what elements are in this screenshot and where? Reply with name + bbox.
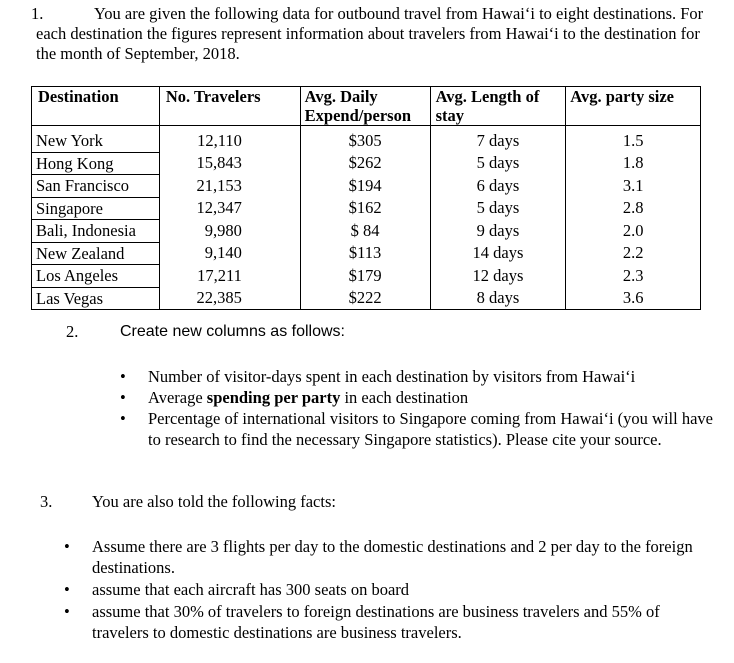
- table-row: [32, 152, 701, 175]
- table-row: [32, 242, 701, 265]
- bullet-icon: •: [120, 388, 126, 407]
- section-2-text: Create new columns as follows:: [120, 323, 345, 340]
- cell-travelers: [159, 152, 300, 175]
- header-length-line2: stay: [435, 106, 464, 125]
- table-row: [32, 126, 701, 153]
- cell-avg-length-of-stay: 14 days: [430, 242, 566, 265]
- cell-avg-party-size: 2.0: [566, 220, 701, 243]
- bullet-text: assume that each aircraft has 300 seats on board: [92, 580, 410, 599]
- table-row: [32, 287, 701, 310]
- bullet-text: Percentage of international visitors to Singapore coming from Hawaiʻi (you will have to research to find the necessary Singapore statistics). Please cite your source.: [148, 409, 713, 449]
- cell-avg-party-size: 1.8: [566, 152, 701, 175]
- bullet-text-pre: Average: [148, 388, 207, 407]
- travel-data-table: [31, 86, 701, 310]
- list-item: [118, 408, 718, 450]
- cell-avg-length-of-stay: 12 days: [430, 265, 566, 288]
- header-avg-length-of-stay: [430, 87, 566, 126]
- header-avg-party-size: Avg. party size: [566, 87, 701, 126]
- cell-travelers: [159, 242, 300, 265]
- cell-avg-party-size: 3.6: [566, 287, 701, 310]
- section-1-number: 1.: [31, 4, 44, 23]
- cell-destination: San Francisco: [32, 175, 160, 198]
- section-3-text: You are also told the following facts:: [92, 492, 336, 511]
- cell-avg-daily-expend: $194: [300, 175, 430, 198]
- cell-avg-daily-expend: $162: [300, 197, 430, 220]
- cell-travelers: [159, 197, 300, 220]
- cell-travelers: [159, 175, 300, 198]
- section-1-text: You are given the following data for outbound travel from Hawaiʻi to eight destinations. For each destination the figures represent information about travelers from Hawaiʻi to the destination for the month of September, 2018.: [36, 4, 704, 63]
- list-item: [118, 366, 718, 387]
- cell-travelers: [159, 220, 300, 243]
- list-item: [118, 387, 718, 408]
- cell-destination: Singapore: [32, 197, 160, 220]
- bullet-icon: •: [64, 580, 70, 599]
- travelers-value: 12,110: [197, 131, 242, 150]
- cell-destination: New Zealand: [32, 242, 160, 265]
- section-2-number: 2.: [66, 322, 79, 341]
- travelers-value: 15,843: [196, 153, 242, 172]
- cell-destination: Bali, Indonesia: [32, 220, 160, 243]
- bullet-icon: •: [64, 537, 70, 556]
- cell-avg-daily-expend: $305: [300, 126, 430, 153]
- cell-travelers: [159, 265, 300, 288]
- header-length-line1: Avg. Length of: [435, 87, 540, 106]
- header-travelers: No. Travelers: [159, 87, 300, 126]
- header-spend-line1: Avg. Daily: [304, 87, 378, 106]
- list-item: [62, 579, 702, 600]
- bullet-icon: •: [120, 367, 126, 386]
- travelers-value: 21,153: [196, 175, 242, 195]
- cell-avg-daily-expend: $179: [300, 265, 430, 288]
- travelers-value: 12,347: [196, 198, 242, 217]
- travelers-value: 9,980: [204, 220, 242, 240]
- bullet-text-post: in each destination: [340, 388, 469, 407]
- header-avg-daily-expend: [300, 87, 430, 126]
- cell-avg-length-of-stay: 9 days: [430, 220, 566, 243]
- cell-avg-length-of-stay: 5 days: [430, 197, 566, 220]
- cell-avg-party-size: 1.5: [566, 126, 701, 153]
- header-destination: Destination: [32, 87, 160, 126]
- bullet-icon: •: [120, 409, 126, 428]
- bullet-icon: •: [64, 602, 70, 621]
- bullet-text: assume that 30% of travelers to foreign destinations are business travelers and 55% of travelers to domestic destinations are business travelers.: [92, 602, 660, 642]
- cell-destination: New York: [32, 126, 160, 153]
- travelers-value: 17,211: [197, 265, 242, 285]
- section-3-bullet-list: [62, 536, 702, 643]
- cell-avg-daily-expend: $ 84: [300, 220, 430, 243]
- header-spend-line2: Expend/person: [304, 106, 412, 125]
- cell-avg-daily-expend: $113: [300, 242, 430, 265]
- cell-destination: Las Vegas: [32, 287, 160, 310]
- cell-destination: Hong Kong: [32, 152, 160, 175]
- cell-avg-party-size: 2.8: [566, 197, 701, 220]
- bullet-text: Assume there are 3 flights per day to the domestic destinations and 2 per day to the foreign destinations.: [92, 537, 693, 577]
- list-item: [62, 536, 702, 578]
- cell-destination: Los Angeles: [32, 265, 160, 288]
- cell-avg-length-of-stay: 5 days: [430, 152, 566, 175]
- section-2-bullet-list: [118, 366, 718, 450]
- cell-avg-length-of-stay: 6 days: [430, 175, 566, 198]
- table-row: [32, 265, 701, 288]
- cell-avg-party-size: 2.3: [566, 265, 701, 288]
- cell-avg-length-of-stay: 7 days: [430, 126, 566, 153]
- list-item: [62, 601, 702, 643]
- bullet-text-bold: spending per party: [206, 388, 341, 407]
- cell-avg-party-size: 3.1: [566, 175, 701, 198]
- cell-avg-daily-expend: $222: [300, 287, 430, 310]
- cell-avg-party-size: 2.2: [566, 242, 701, 265]
- cell-avg-length-of-stay: 8 days: [430, 287, 566, 310]
- table-row: [32, 175, 701, 198]
- cell-avg-daily-expend: $262: [300, 152, 430, 175]
- table-row: [32, 220, 701, 243]
- travelers-value: 22,385: [196, 288, 242, 307]
- section-3-number: 3.: [40, 492, 53, 511]
- table-header-row: [32, 87, 701, 126]
- travelers-value: 9,140: [204, 243, 242, 262]
- cell-travelers: [159, 287, 300, 310]
- cell-travelers: [159, 126, 300, 153]
- bullet-text: Number of visitor-days spent in each destination by visitors from Hawaiʻi: [148, 367, 636, 386]
- table-row: [32, 197, 701, 220]
